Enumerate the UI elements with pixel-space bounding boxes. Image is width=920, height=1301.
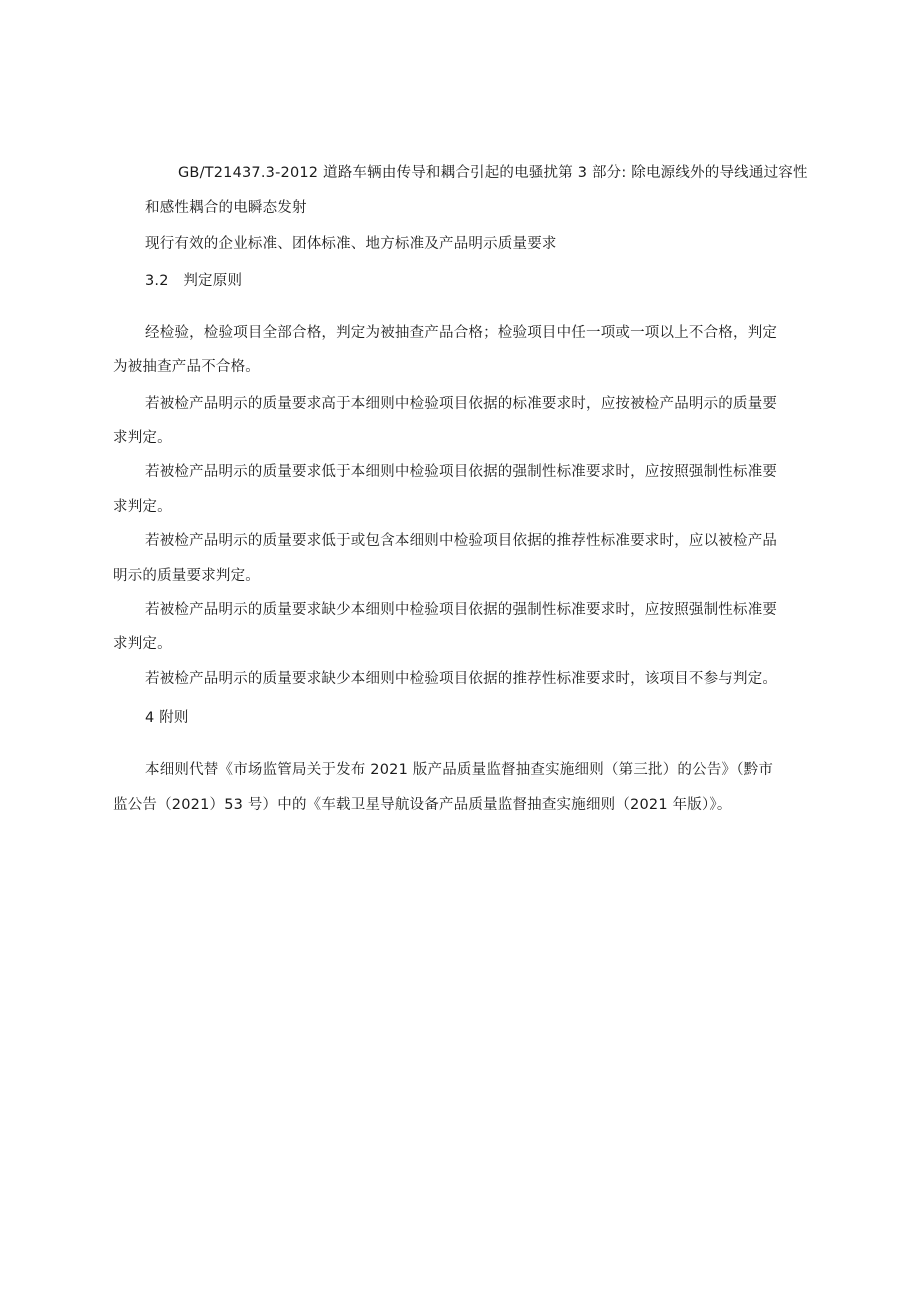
section-3-2-heading: 3.2 判定原则 — [145, 273, 243, 289]
paragraph-1-line1: 经检验，检验项目全部合格，判定为被抽查产品合格；检验项目中任一项或一项以上不合格，判定 — [145, 325, 778, 341]
section-4-heading: 4 附则 — [145, 710, 189, 726]
paragraph-3-line1: 若被检产品明示的质量要求低于本细则中检验项目依据的强制性标准要求时，应按照强制性标准要 — [145, 464, 778, 480]
paragraph-6-line1: 若被检产品明示的质量要求缺少本细则中检验项目依据的推荐性标准要求时，该项目不参与判定。 — [145, 671, 778, 687]
paragraph-2-line2: 求判定。 — [113, 430, 172, 446]
paragraph-3-line2: 求判定。 — [113, 499, 172, 515]
paragraph-2-line1: 若被检产品明示的质量要求高于本细则中检验项目依据的标准要求时，应按被检产品明示的质量要 — [145, 396, 778, 412]
paragraph-5-line1: 若被检产品明示的质量要求缺少本细则中检验项目依据的强制性标准要求时，应按照强制性标准要 — [145, 602, 778, 618]
paragraph-1-line2: 为被抽查产品不合格。 — [113, 359, 260, 375]
paragraph-5-line2: 求判定。 — [113, 636, 172, 652]
paragraph-4-line1: 若被检产品明示的质量要求低于或包含本细则中检验项目依据的推荐性标准要求时，应以被检产品 — [145, 533, 778, 549]
section-4-line2: 监公告（2021）53 号）中的《车载卫星导航设备产品质量监督抽查实施细则（2021 年版）》。 — [113, 797, 732, 813]
paragraph-4-line2: 明示的质量要求判定。 — [113, 568, 260, 584]
standard-ref-gb-line1: GB/T21437.3-2012 道路车辆由传导和耦合引起的电骚扰第 3 部分: 除电源线外的导线通过容性 — [178, 165, 808, 181]
section-4-line1: 本细则代替《市场监管局关于发布 2021 版产品质量监督抽查实施细则（第三批）的公告》（黔市 — [145, 762, 774, 778]
standard-ref-gb-line2: 和感性耦合的电瞬态发射 — [145, 200, 307, 216]
standard-ref-current: 现行有效的企业标准、团体标准、地方标准及产品明示质量要求 — [145, 236, 557, 252]
